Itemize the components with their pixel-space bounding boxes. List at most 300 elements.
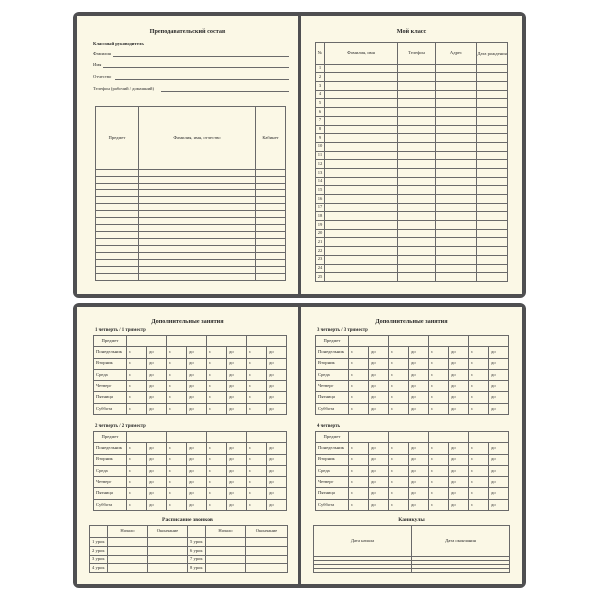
table-cell — [398, 134, 436, 143]
row-number: 22 — [316, 247, 325, 256]
to-label: до — [489, 488, 509, 499]
subject-cell — [167, 336, 207, 347]
subject-cell — [389, 336, 429, 347]
to-label: до — [227, 477, 247, 488]
row-number: 15 — [316, 186, 325, 195]
table-cell — [256, 266, 286, 273]
table-row — [94, 454, 287, 465]
header-cell: Дата окончания — [412, 526, 510, 557]
table-cell — [398, 125, 436, 134]
table-cell — [256, 176, 286, 183]
table-row — [316, 151, 508, 160]
from-label: с — [167, 369, 187, 380]
table-cell — [108, 564, 148, 573]
holidays-table — [313, 525, 510, 573]
table-row — [94, 369, 287, 380]
page-title: Дополнительные занятия — [375, 318, 448, 325]
table-row — [316, 134, 508, 143]
table-row — [96, 239, 286, 246]
table-cell — [436, 212, 477, 221]
to-label: до — [267, 403, 287, 414]
from-label: с — [127, 477, 147, 488]
from-label: с — [389, 392, 409, 403]
row-number: 5 — [316, 99, 325, 108]
table-cell — [139, 260, 256, 267]
to-label: до — [409, 488, 429, 499]
table-row — [96, 190, 286, 197]
table-cell — [398, 273, 436, 282]
to-label: до — [409, 454, 429, 465]
to-label: до — [267, 443, 287, 454]
from-label: с — [429, 347, 449, 358]
from-label: с — [247, 347, 267, 358]
from-label: с — [127, 381, 147, 392]
header-cell: Адрес — [436, 43, 477, 65]
table-cell — [436, 160, 477, 169]
table-cell — [398, 108, 436, 117]
table-row — [316, 443, 509, 454]
table-cell — [477, 99, 508, 108]
table-cell — [206, 555, 246, 564]
table-cell — [436, 99, 477, 108]
from-label: с — [429, 392, 449, 403]
from-label: с — [247, 392, 267, 403]
to-label: до — [369, 381, 389, 392]
table-cell — [436, 73, 477, 82]
table-cell — [477, 247, 508, 256]
table-cell — [398, 99, 436, 108]
day-label: Пятница — [316, 488, 349, 499]
table-cell — [96, 239, 139, 246]
lesson-label: 3 урок — [90, 555, 108, 564]
table-row — [96, 232, 286, 239]
from-label: с — [429, 403, 449, 414]
row-number: 19 — [316, 221, 325, 230]
table-row — [316, 465, 509, 476]
table-cell — [139, 225, 256, 232]
to-label: до — [449, 443, 469, 454]
to-label: до — [147, 403, 167, 414]
to-label: до — [489, 403, 509, 414]
table-cell — [477, 142, 508, 151]
table-cell — [436, 134, 477, 143]
subject-cell — [207, 432, 247, 443]
table-cell — [477, 195, 508, 204]
table-cell — [314, 569, 412, 573]
table-cell — [398, 177, 436, 186]
to-label: до — [267, 465, 287, 476]
to-label: до — [227, 488, 247, 499]
subject-cell — [247, 432, 287, 443]
to-label: до — [187, 499, 207, 510]
table-cell — [436, 195, 477, 204]
table-row — [316, 116, 508, 125]
table-row — [316, 73, 508, 82]
from-label: с — [167, 381, 187, 392]
table-cell — [96, 253, 139, 260]
page-my-class — [301, 16, 522, 294]
table-cell — [398, 264, 436, 273]
table-cell — [96, 169, 139, 176]
header-cell: Телефон — [398, 43, 436, 65]
from-label: с — [167, 454, 187, 465]
table-cell — [436, 168, 477, 177]
table-cell — [477, 90, 508, 99]
table-cell — [108, 555, 148, 564]
period-label: 4 четверть — [317, 424, 341, 429]
table-row — [316, 247, 508, 256]
to-label: до — [187, 443, 207, 454]
table-row — [316, 358, 509, 369]
to-label: до — [369, 465, 389, 476]
from-label: с — [389, 443, 409, 454]
table-cell — [325, 273, 398, 282]
table-cell — [256, 190, 286, 197]
table-cell — [477, 203, 508, 212]
header-cell — [90, 526, 108, 538]
day-label: Среда — [316, 369, 349, 380]
table-row — [90, 555, 288, 564]
table-cell — [325, 151, 398, 160]
table-cell — [325, 99, 398, 108]
table-row — [316, 221, 508, 230]
table-cell — [206, 538, 246, 547]
subject-cell — [127, 336, 167, 347]
subject-cell — [349, 432, 389, 443]
schedule-table — [93, 431, 287, 511]
bells-table — [89, 525, 288, 573]
to-label: до — [187, 477, 207, 488]
bells-title: Расписание звонков — [162, 517, 213, 523]
table-row — [316, 369, 509, 380]
from-label: с — [429, 443, 449, 454]
from-label: с — [349, 488, 369, 499]
day-label: Четверг — [316, 477, 349, 488]
from-label: с — [469, 488, 489, 499]
table-cell — [436, 203, 477, 212]
subject-cell — [429, 432, 469, 443]
to-label: до — [449, 369, 469, 380]
to-label: до — [147, 347, 167, 358]
from-label: с — [247, 443, 267, 454]
row-number: 6 — [316, 108, 325, 117]
table-row — [96, 260, 286, 267]
from-label: с — [167, 358, 187, 369]
table-cell — [436, 116, 477, 125]
day-label: Суббота — [316, 403, 349, 414]
table-cell — [477, 151, 508, 160]
row-number: 18 — [316, 212, 325, 221]
table-cell — [108, 547, 148, 556]
table-cell — [139, 218, 256, 225]
table-row — [316, 403, 509, 414]
table-cell — [96, 218, 139, 225]
table-cell — [436, 221, 477, 230]
table-cell — [325, 142, 398, 151]
to-label: до — [369, 443, 389, 454]
day-label: Понедельник — [316, 347, 349, 358]
to-label: до — [449, 403, 469, 414]
table-cell — [325, 125, 398, 134]
to-label: до — [409, 477, 429, 488]
page-title: Преподавательский состав — [149, 28, 226, 35]
to-label: до — [147, 499, 167, 510]
table-cell — [398, 116, 436, 125]
from-label: с — [389, 465, 409, 476]
table-row — [316, 347, 509, 358]
schedule-table — [315, 335, 509, 415]
table-cell — [436, 255, 477, 264]
lesson-label: 2 урок — [90, 547, 108, 556]
table-cell — [96, 197, 139, 204]
table-row — [316, 90, 508, 99]
table-row — [316, 99, 508, 108]
from-label: с — [207, 454, 227, 465]
to-label: до — [147, 443, 167, 454]
row-number: 2 — [316, 73, 325, 82]
to-label: до — [409, 443, 429, 454]
from-label: с — [247, 465, 267, 476]
day-label: Четверг — [94, 381, 127, 392]
header-cell: Начало — [206, 526, 246, 538]
table-cell — [148, 547, 188, 556]
table-row — [94, 499, 287, 510]
table-cell — [436, 264, 477, 273]
table-cell — [436, 229, 477, 238]
from-label: с — [247, 381, 267, 392]
table-cell — [139, 190, 256, 197]
table-cell — [139, 273, 256, 280]
to-label: до — [267, 358, 287, 369]
table-row — [316, 168, 508, 177]
table-row — [316, 273, 508, 282]
from-label: с — [127, 392, 147, 403]
table-cell — [139, 246, 256, 253]
day-label: Вторник — [94, 358, 127, 369]
row-number: 11 — [316, 151, 325, 160]
day-label: Пятница — [94, 488, 127, 499]
from-label: с — [247, 369, 267, 380]
table-cell — [256, 260, 286, 267]
from-label: с — [469, 477, 489, 488]
to-label: до — [369, 347, 389, 358]
row-number: 1 — [316, 64, 325, 73]
from-label: с — [469, 454, 489, 465]
day-label: Четверг — [94, 477, 127, 488]
day-label: Суббота — [94, 403, 127, 414]
table-cell — [206, 547, 246, 556]
header-cell: Начало — [108, 526, 148, 538]
table-cell — [246, 547, 288, 556]
to-label: до — [369, 499, 389, 510]
table-row — [94, 347, 287, 358]
table-row — [96, 169, 286, 176]
header-cell: Дата рождения — [477, 43, 508, 65]
table-row — [90, 538, 288, 547]
day-label: Пятница — [316, 392, 349, 403]
table-cell — [256, 169, 286, 176]
period-label: 3 четверть / 3 триместр — [317, 328, 368, 333]
to-label: до — [449, 477, 469, 488]
from-label: с — [429, 465, 449, 476]
header-cell — [188, 526, 206, 538]
from-label: с — [469, 381, 489, 392]
lesson-label: 6 урок — [188, 547, 206, 556]
table-cell — [96, 266, 139, 273]
table-row — [96, 266, 286, 273]
table-row — [316, 64, 508, 73]
from-label: с — [207, 488, 227, 499]
from-label: с — [349, 381, 369, 392]
to-label: до — [147, 392, 167, 403]
table-cell — [436, 186, 477, 195]
table-row — [90, 547, 288, 556]
from-label: с — [167, 443, 187, 454]
table-cell — [398, 212, 436, 221]
table-row — [94, 477, 287, 488]
table-cell — [398, 82, 436, 91]
table-cell — [398, 64, 436, 73]
subject-cell — [247, 336, 287, 347]
from-label: с — [247, 403, 267, 414]
to-label: до — [489, 499, 509, 510]
to-label: до — [489, 477, 509, 488]
row-number: 24 — [316, 264, 325, 273]
table-row — [94, 443, 287, 454]
from-label: с — [349, 403, 369, 414]
table-row — [90, 564, 288, 573]
schedule-table — [93, 335, 287, 415]
day-label: Вторник — [316, 454, 349, 465]
header-cell: Кабинет — [256, 107, 286, 170]
table-row — [94, 358, 287, 369]
to-label: до — [489, 347, 509, 358]
from-label: с — [207, 392, 227, 403]
to-label: до — [409, 347, 429, 358]
table-cell — [398, 168, 436, 177]
table-row — [316, 392, 509, 403]
field-line — [103, 67, 289, 68]
from-label: с — [469, 499, 489, 510]
table-cell — [246, 538, 288, 547]
to-label: до — [227, 443, 247, 454]
day-label: Среда — [94, 465, 127, 476]
table-cell — [325, 134, 398, 143]
from-label: с — [127, 403, 147, 414]
table-row — [96, 225, 286, 232]
from-label: с — [429, 477, 449, 488]
field-label: Телефон (рабочий / домашний) — [93, 86, 155, 91]
table-cell — [325, 64, 398, 73]
table-cell — [96, 183, 139, 190]
to-label: до — [449, 358, 469, 369]
header-cell: Фамилия, имя, отчество — [139, 107, 256, 170]
from-label: с — [167, 392, 187, 403]
table-cell — [325, 186, 398, 195]
table-cell — [436, 273, 477, 282]
page-title: Мой класс — [396, 28, 427, 35]
from-label: с — [429, 381, 449, 392]
to-label: до — [369, 488, 389, 499]
from-label: с — [207, 465, 227, 476]
table-cell — [398, 203, 436, 212]
table-cell — [398, 221, 436, 230]
to-label: до — [187, 369, 207, 380]
table-cell — [148, 555, 188, 564]
table-row — [316, 186, 508, 195]
table-cell — [96, 232, 139, 239]
subject-cell — [389, 432, 429, 443]
from-label: с — [127, 454, 147, 465]
table-cell — [256, 211, 286, 218]
table-cell — [436, 64, 477, 73]
to-label: до — [227, 499, 247, 510]
table-cell — [477, 264, 508, 273]
day-label: Суббота — [94, 499, 127, 510]
table-cell — [436, 247, 477, 256]
table-row — [96, 253, 286, 260]
page-extra-left — [77, 307, 298, 584]
to-label: до — [227, 369, 247, 380]
table-row — [316, 488, 509, 499]
table-cell — [96, 273, 139, 280]
to-label: до — [267, 477, 287, 488]
table-cell — [96, 176, 139, 183]
table-cell — [325, 255, 398, 264]
table-cell — [139, 169, 256, 176]
table-cell — [477, 73, 508, 82]
table-cell — [477, 273, 508, 282]
to-label: до — [449, 392, 469, 403]
row-number: 12 — [316, 160, 325, 169]
to-label: до — [369, 403, 389, 414]
table-cell — [96, 260, 139, 267]
to-label: до — [147, 465, 167, 476]
day-label: Четверг — [316, 381, 349, 392]
table-cell — [477, 134, 508, 143]
table-cell — [256, 253, 286, 260]
lesson-label: 7 урок — [188, 555, 206, 564]
from-label: с — [469, 443, 489, 454]
from-label: с — [469, 403, 489, 414]
table-cell — [325, 116, 398, 125]
to-label: до — [227, 381, 247, 392]
table-cell — [139, 176, 256, 183]
to-label: до — [449, 488, 469, 499]
table-row — [96, 176, 286, 183]
table-cell — [148, 564, 188, 573]
to-label: до — [187, 488, 207, 499]
to-label: до — [227, 403, 247, 414]
page-extra-right — [301, 307, 522, 584]
to-label: до — [267, 381, 287, 392]
to-label: до — [187, 347, 207, 358]
row-number: 9 — [316, 134, 325, 143]
table-cell — [477, 255, 508, 264]
table-row — [316, 229, 508, 238]
header-cell: Дата начала — [314, 526, 412, 557]
table-cell — [436, 125, 477, 134]
table-cell — [256, 218, 286, 225]
day-label: Понедельник — [94, 347, 127, 358]
table-cell — [325, 212, 398, 221]
table-cell — [477, 168, 508, 177]
day-label: Пятница — [94, 392, 127, 403]
to-label: до — [409, 499, 429, 510]
row-number: 25 — [316, 273, 325, 282]
header-cell: Окончание — [246, 526, 288, 538]
day-label: Вторник — [94, 454, 127, 465]
